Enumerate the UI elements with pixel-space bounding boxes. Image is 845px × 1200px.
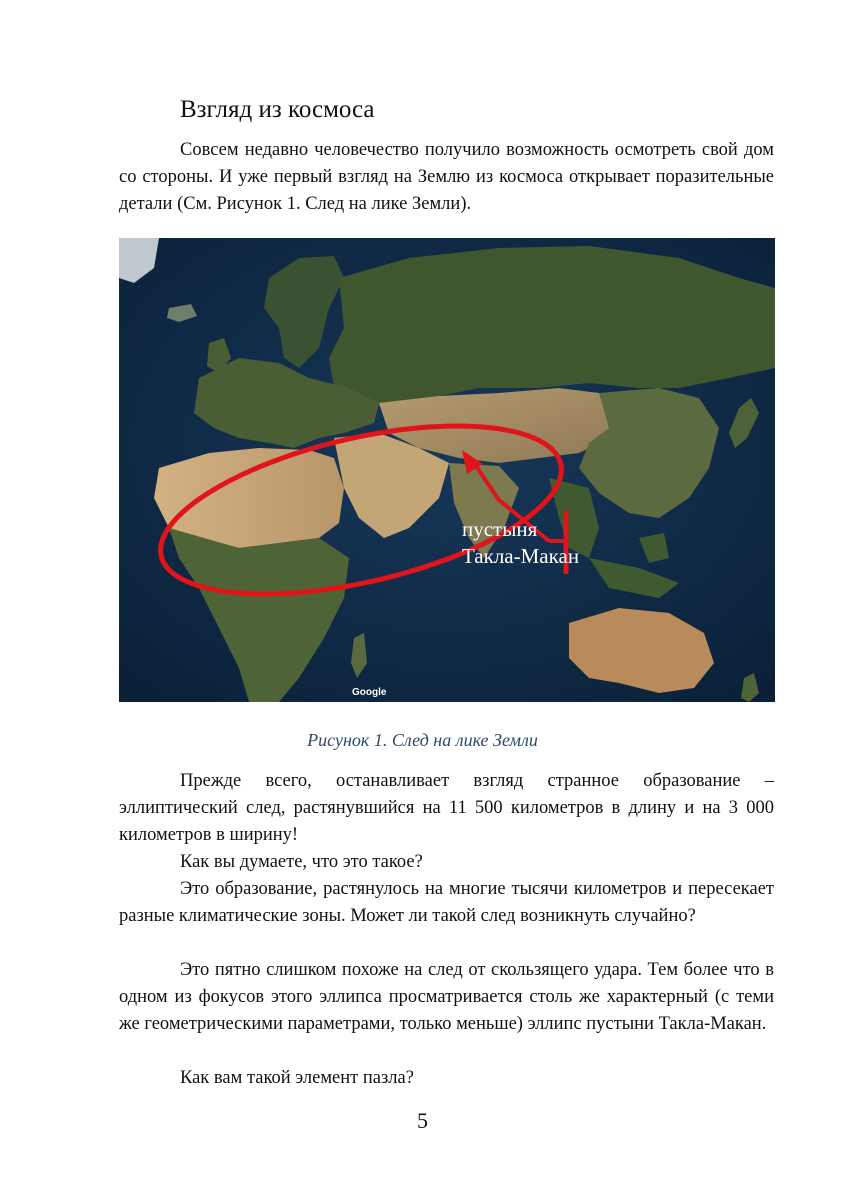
figure-caption: Рисунок 1. След на лике Земли: [307, 730, 538, 750]
paragraph-2: Как вы думаете, что это такое?: [180, 852, 423, 872]
intro-paragraph: Совсем недавно человечество получило возможность осмотреть свой дом со стороны. И уже первый взгляд на Землю из космоса открывает поразительные детали (См. Рисунок 1. След на лике Земли).: [119, 140, 774, 214]
google-watermark: Google: [352, 687, 387, 698]
earth-satellite-map: [119, 238, 775, 702]
paragraph-1: Прежде всего, останавливает взгляд странное образование – эллиптический след, растянувшийся на 11 500 километров в длину и на 3 000 километров в ширину!: [119, 771, 774, 845]
section-heading: Взгляд из космоса: [180, 96, 375, 123]
map-image: [119, 238, 775, 702]
paragraph-4: Это пятно слишком похоже на след от скользящего удара. Тем более что в одном из фокусов этого эллипса просматривается столь же характерный (с теми же геометрическими параметрами, только меньше) эллипс пустыни Такла-Макан.: [119, 960, 774, 1034]
paragraph-3: Это образование, растянулось на многие тысячи километров и пересекает разные климатические зоны. Может ли такой след возникнуть случайно?: [119, 879, 774, 926]
desert-label-line2: Такла-Макан: [462, 544, 580, 568]
desert-label-line1: пустыня: [462, 517, 538, 541]
paragraph-5: Как вам такой элемент пазла?: [180, 1068, 414, 1088]
page-number: 5: [417, 1108, 428, 1133]
